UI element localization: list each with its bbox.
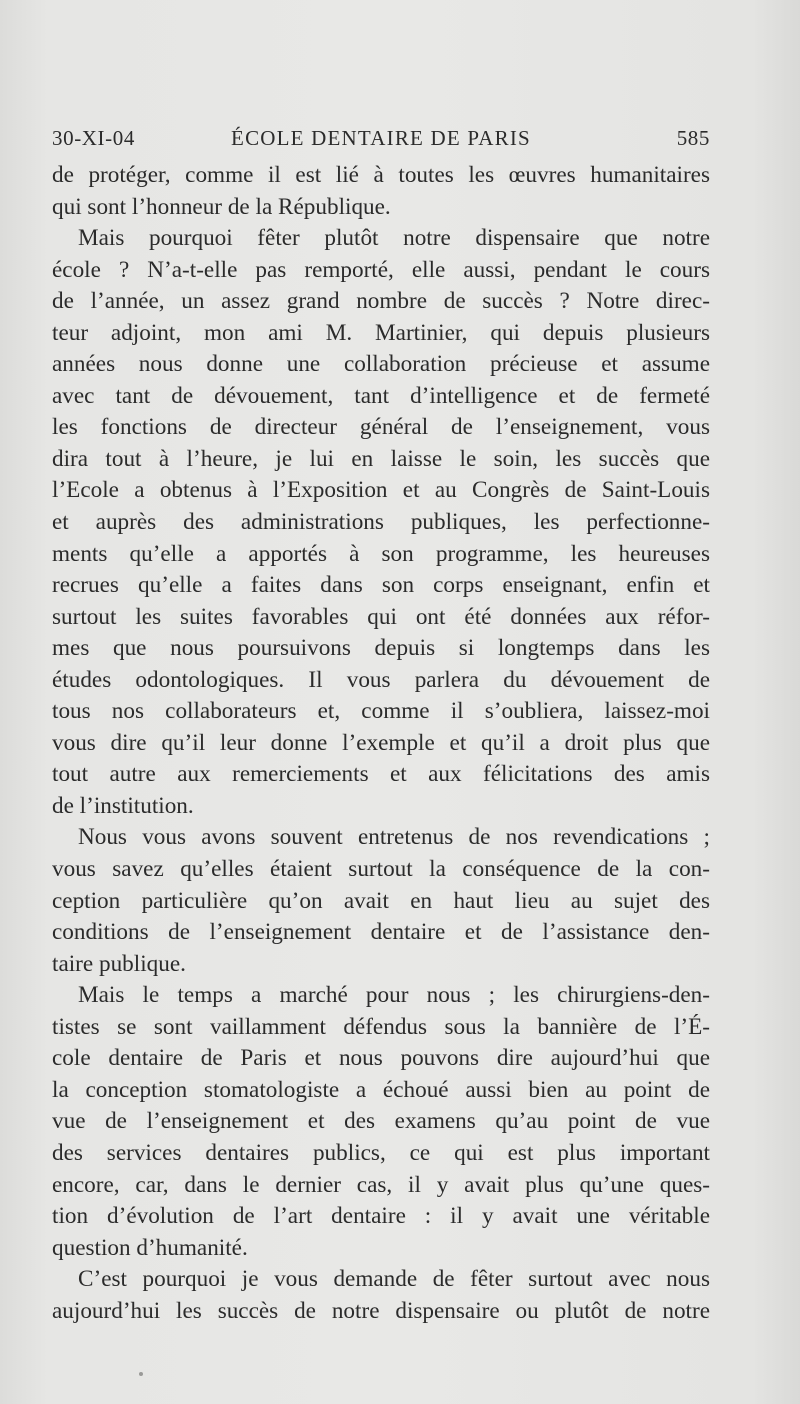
text-line: Nous vous avons souvent entretenus de nos revendications ; [78,824,710,851]
text-line: surtout les suites favorables qui ont été données aux réfor- [52,603,710,630]
page-number: 585 [676,126,710,150]
text-line: de l’institution. [52,792,194,819]
text-line: C’est pourquoi je vous demande de fêter surtout avec nous [78,1266,710,1293]
text-line: de l’année, un assez grand nombre de succès ? Notre direc- [52,288,710,315]
text-line: la conception stomatologiste a échoué aussi bien au point de [52,1076,710,1103]
text-line: ments qu’elle a apportés à son programme, les heureuses [52,540,710,567]
running-title: ÉCOLE DENTAIRE DE PARIS [231,126,531,150]
text-line: avec tant de dévouement, tant d’intelligence et de fermeté [52,382,710,409]
text-line: et auprès des administrations publiques, les perfectionne- [52,509,710,536]
paper-speck [139,1372,143,1376]
text-line: mes que nous poursuivons depuis si longtemps dans les [52,635,710,662]
text-line: qui sont l’honneur de la République. [52,193,391,220]
text-line: dira tout à l’heure, je lui en laisse le soin, les succès que [52,445,710,472]
text-line: tous nos collaborateurs et, comme il s’oubliera, laissez-moi [52,698,710,725]
text-line: conditions de l’enseignement dentaire et de l’assistance den- [52,919,710,946]
text-line: vous dire qu’il leur donne l’exemple et qu’il a droit plus que [52,729,710,756]
text-line: teur adjoint, mon ami M. Martinier, qui depuis plusieurs [52,319,710,346]
running-head [52,126,710,156]
text-line: question d’humanité. [52,1234,248,1261]
text-line: cole dentaire de Paris et nous pouvons dire aujourd’hui que [52,1045,710,1072]
text-line: recrues qu’elle a faites dans son corps enseignant, enfin et [52,572,710,599]
issue-date: 30-XI-04 [52,126,135,150]
text-line: Mais pourquoi fêter plutôt notre dispensaire que notre [78,225,710,252]
text-line: tion d’évolution de l’art dentaire : il y avait une véritable [52,1203,710,1230]
text-line: encore, car, dans le dernier cas, il y avait plus qu’une ques- [52,1171,710,1198]
text-line: tout autre aux remerciements et aux félicitations des amis [52,761,710,788]
text-line: ception particulière qu’on avait en haut lieu au sujet des [52,887,710,914]
body-text [52,160,710,1327]
text-line: aujourd’hui les succès de notre dispensaire ou plutôt de notre [52,1297,710,1324]
text-line: taire publique. [52,950,186,977]
text-line: vous savez qu’elles étaient surtout la conséquence de la con- [52,856,710,883]
text-line: de protéger, comme il est lié à toutes les œuvres humanitaires [52,162,710,188]
text-line: école ? N’a-t-elle pas remporté, elle aussi, pendant le cours [52,256,710,283]
text-line: des services dentaires publics, ce qui est plus important [52,1139,710,1166]
text-line: vue de l’enseignement et des examens qu’au point de vue [52,1108,710,1135]
text-line: tistes se sont vaillamment défendus sous la bannière de l’É- [52,1013,710,1040]
text-line: Mais le temps a marché pour nous ; les chirurgiens-den- [78,982,710,1009]
text-line: études odontologiques. Il vous parlera du dévouement de [52,666,710,693]
text-line: l’Ecole a obtenus à l’Exposition et au Congrès de Saint-Louis [52,477,710,504]
text-line: années nous donne une collaboration précieuse et assume [52,351,710,378]
text-line: les fonctions de directeur général de l’enseignement, vous [52,414,710,441]
